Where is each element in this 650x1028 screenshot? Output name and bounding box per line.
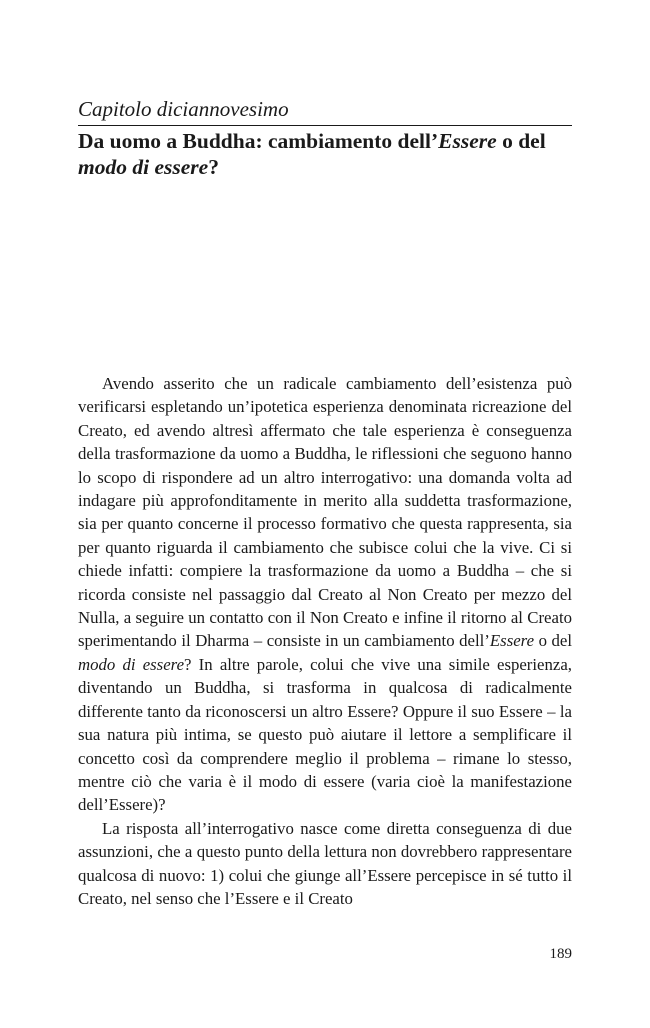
text-run: ? In altre parole, colui che vive una simile esperienza, diventando un Buddha, si trasforma in qualcosa di radicalmente differente tanto da riconoscersi un altro Essere? Oppure il suo Essere – la sua natura più intima, se questo può aiutare il lettore a semplificare il concetto così da comprendere meglio il problema – rimane lo stesso, mentre ciò che varia è il modo di essere (varia cioè la manifestazione dell’Essere)? [78, 654, 572, 815]
text-run: Avendo asserito che un radicale cambiamento dell’esistenza può verificarsi espletando un’ipotetica esperienza denominata ricreazione del Creato, ed avendo altresì affermato che tale esperienza è conseguenza della trasformazione da uomo a Buddha, le riflessioni che seguono hanno lo scopo di rispondere ad un altro interrogativo: una domanda volta ad indagare più approfonditamente in merito alla suddetta trasformazione, sia per quanto concerne il processo formativo che questa rappresenta, sia per quanto riguarda il cambiamento che subisce colui che la vive. Ci si chiede infatti: compiere la trasformazione da uomo a Buddha – che si ricorda consiste nel passaggio dal Creato al Non Creato per mezzo del Nulla, a seguire un contatto con il Non Creato e infine il ritorno al Creato sperimentando il Dharma – consiste in un cambiamento dell’ [78, 374, 572, 651]
text-run-italic: modo di essere [78, 654, 185, 674]
chapter-title-part: ? [208, 155, 219, 179]
chapter-title-part: o del [496, 129, 546, 153]
chapter-title-italic: Essere [438, 129, 497, 153]
text-run: o del [534, 631, 572, 651]
page-number: 189 [549, 946, 572, 962]
paragraph [78, 372, 572, 817]
chapter-title-italic: modo di essere [78, 155, 209, 179]
paragraph [78, 817, 572, 911]
chapter-title [78, 128, 572, 180]
text-run: La risposta all’interrogativo nasce come diretta conseguenza di due assunzioni, che a questo punto della lettura non dovrebbero rappresentare qualcosa di nuovo: 1) colui che giunge all’Essere percepisce in sé tutto il Creato, nel senso che l’Essere e il Creato [78, 818, 572, 908]
body-text [78, 372, 572, 910]
text-run-italic: Essere [489, 631, 535, 651]
chapter-divider [78, 125, 572, 126]
book-page [78, 0, 572, 1028]
chapter-title-part: Da uomo a Buddha: cambiamento dell’ [78, 129, 439, 153]
chapter-label: Capitolo diciannovesimo [78, 97, 289, 121]
